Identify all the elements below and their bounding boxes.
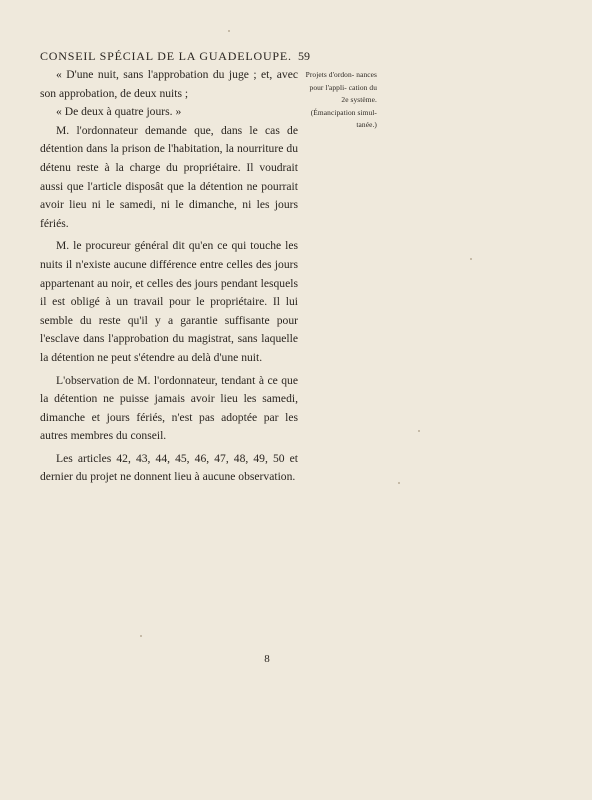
paragraph: Les articles 42, 43, 44, 45, 46, 47, 48, 49, 50 et dernier du projet ne donnent lieu à aucune observation. [40,451,298,484]
paper-speck [228,30,230,32]
paragraph: « D'une nuit, sans l'approbation du juge ; et, avec son approbation, de deux nuits ; [40,68,298,100]
paragraph: M. le procureur général dit qu'en ce qui touche les nuits il n'existe aucune différence entre celles des jours appartenant au noir, et celles des jours pendant lesquels il est obligé à un travail pour le propriétaire. Il lui semble du reste qu'il y a garantie suffisante pour l'esclave dans l'approbation du magistrat, sans laquelle la détention ne peut s'étendre au delà d'une nuit. [40,239,298,364]
body-text [40,66,298,491]
margin-note: Projets d'ordon- nances pour l'appli- cation du 2e système. (Émancipation simul- tanée.) [305,70,377,129]
page-number: 59 [298,49,310,63]
paragraph: « De deux à quatre jours. » [56,105,182,119]
paragraph: M. l'ordonnateur demande que, dans le cas de détention dans la prison de l'habitation, la nourriture du détenu reste à la charge du propriétaire. Il voudrait aussi que l'article disposât que la détention ne pourrait avoir lieu ni le samedi, ni le dimanche, ni les jours fériés. [40,123,298,230]
running-header [40,49,310,64]
signature-mark: 8 [264,653,270,665]
paper-speck [140,635,142,637]
paragraph: L'observation de M. l'ordonnateur, tendant à ce que la détention ne puisse jamais avoir lieu les samedi, dimanche et jours fériés, n'est pas adoptée par les autres membres du conseil. [40,373,298,443]
header-title: CONSEIL SPÉCIAL DE LA GUADELOUPE. [40,49,292,63]
paper-speck [418,430,420,432]
paper-speck [470,258,472,260]
paper-speck [398,482,400,484]
